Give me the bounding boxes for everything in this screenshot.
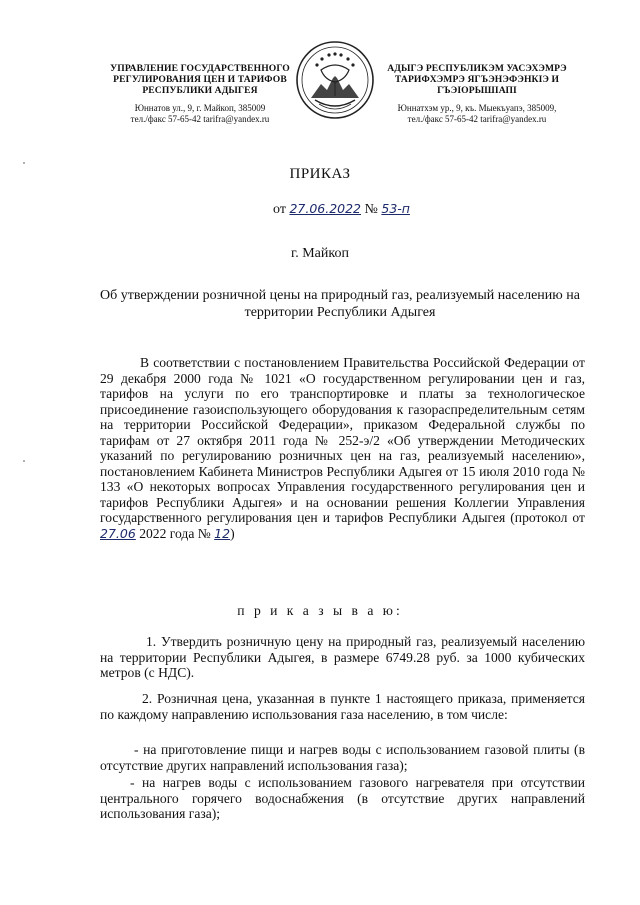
protocol-year: 2022 года №	[139, 525, 211, 541]
handwritten-date: 27.06.2022	[289, 201, 362, 216]
order-heading: ПРИКАЗ	[289, 166, 351, 182]
item-2: 2. Розничная цена, указанная в пункте 1 настоящего приказа, применяется по каждому направлению использования газа населению, в том числе:	[100, 691, 585, 722]
document-title: Об утверждении розничной цены на природный газ, реализуемый населению на территории Республики Адыгея	[100, 288, 580, 320]
address-line: Юннатхэм ур., 9, къ. Мыекъуапэ, 385009,	[397, 103, 557, 113]
address-line: Юннатов ул., 9, г. Майкоп, 385009	[134, 103, 266, 113]
subitem-cooking: - на приготовление пищи и нагрев воды с использованием газовой плиты (в отсутствие других направлений использования газа);	[100, 742, 585, 773]
preamble-text: В соответствии с постановлением Правительства Российской Федерации от 29 декабря 2000 года № 1021 «О государственном регулировании цен и газ, тарифов на услуги по его транспортировке и платы за технологическое присоединение газоиспользующего оборудования к газораспределительным сетям на территории Российской Федерации», приказом Федеральной службы по тарифам от 27 октября 2011 года № 252-э/2 «Об утверждении Методических указаний по регулированию розничных цен на газ, реализуемый населению», постановлением Кабинета Министров Республики Адыгея от 15 июля 2010 года № 133 «О некоторых вопросах Управления государственного регулирования цен и тарифов Республики Адыгея» и на основании решения Коллегии Управления государственного регулирования цен и тарифов Республики Адыгея (протокол от	[100, 355, 585, 525]
scan-margin-dot	[23, 162, 25, 164]
emblem-icon	[295, 40, 375, 120]
city-name: г. Майкоп	[291, 246, 349, 261]
coat-of-arms-emblem	[295, 40, 375, 120]
preamble-paragraph	[100, 355, 585, 541]
order-date-number	[273, 201, 410, 218]
header-left-block	[95, 63, 305, 125]
subitem-water-heating: - на нагрев воды с использованием газового нагревателя при отсутствии центрального горячего водоснабжения (в отсутствие других направлений использования газа);	[100, 775, 585, 821]
decree-word: п р и к а з ы в а ю:	[237, 603, 403, 618]
handwritten-protocol-number: 12	[214, 525, 231, 541]
address-adyghe	[377, 103, 577, 125]
closing-paren: )	[230, 525, 235, 541]
number-label: №	[364, 202, 378, 217]
handwritten-protocol-date: 27.06	[100, 525, 136, 541]
contacts-line: тел./факс 57-65-42 tarifra@yandex.ru	[130, 114, 270, 124]
address-russian	[95, 103, 305, 125]
org-name-adyghe: АДЫГЭ РЕСПУБЛИКЭМ УАСЭХЭМРЭ ТАРИФХЭМРЭ ЯГЪЭНЭФЭНКIЭ И ГЪЭIОРЫШIАПI	[387, 63, 567, 96]
scan-margin-dot	[23, 460, 25, 462]
header-right-block	[377, 63, 577, 125]
from-label: от	[273, 202, 286, 217]
org-name-russian: УПРАВЛЕНИЕ ГОСУДАРСТВЕННОГО РЕГУЛИРОВАНИЯ ЦЕН И ТАРИФОВ РЕСПУБЛИКИ АДЫГЕЯ	[110, 63, 290, 96]
contacts-line: тел./факс 57-65-42 tarifra@yandex.ru	[407, 114, 547, 124]
item-1: 1. Утвердить розничную цену на природный газ, реализуемый населению на территории Республики Адыгея, в размере 6749.28 руб. за 1000 кубических метров (с НДС).	[100, 634, 585, 680]
handwritten-number: 53-п	[381, 201, 410, 216]
